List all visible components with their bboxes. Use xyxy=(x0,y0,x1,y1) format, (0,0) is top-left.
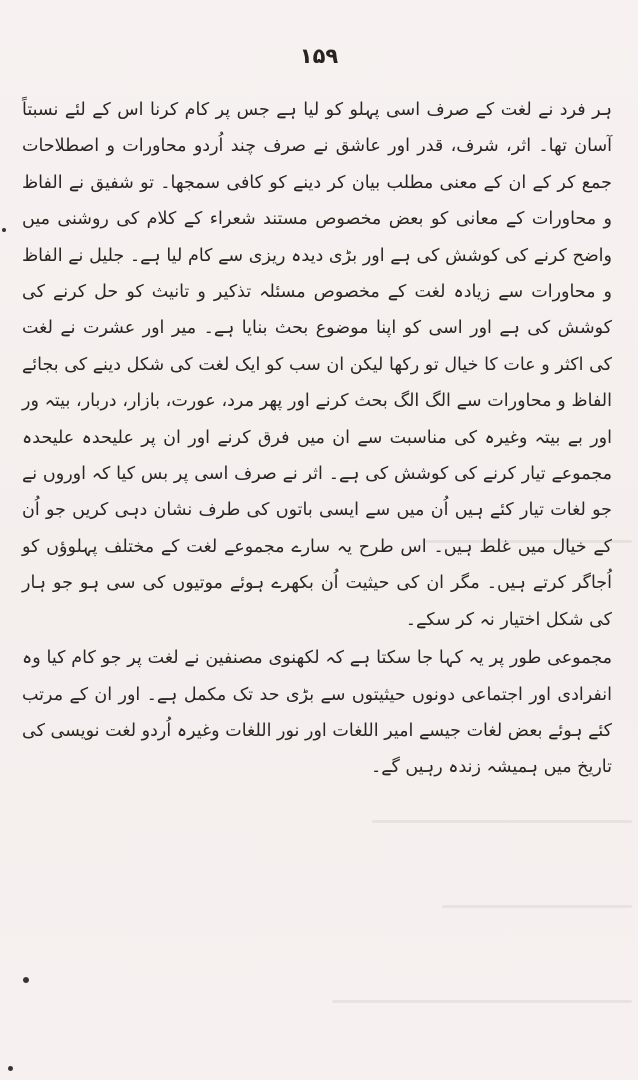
page-number: ۱۵۹ xyxy=(299,44,339,68)
ink-speck xyxy=(2,228,6,232)
bleed-through-mark xyxy=(422,540,632,543)
bleed-through-mark xyxy=(442,905,632,908)
bleed-through-mark xyxy=(372,820,632,823)
bleed-through-mark xyxy=(332,1000,632,1003)
paragraph-1: ہر فرد نے لغت کے صرف اسی پہلو کو لیا ہے جس پر کام کرنا اس کے لئے نسبتاً آسان تھا۔ اثر، شرف، قدر اور عاشق نے صرف چند اُردو محاورات و اصطلاحات جمع کر کے ان کے معنی مطلب بیان کر دینے کو کافی سمجھا۔ تو شفیق نے الفاظ و محاورات کے معانی کو بعض مخصوص مستند شعراء کے کلام کی روشنی میں واضح کرنے کی کوشش کی ہے اور بڑی دیدہ ریزی سے کام لیا ہے۔ جلیل نے الفاظ و محاورات سے زیادہ لغت کے مخصوص مسئلہ تذکیر و تانیث کو حل کرنے کی کوشش کی ہے اور اسی کو اپنا موضوع بحث بنایا ہے۔ میر اور عشرت نے لغت کی اکثر و عات کا خیال تو رکھا لیکن ان سب کو ایک لغت کی شکل دینے کی بجائے الفاظ و محاورات سے الگ الگ بحث کرنے اور پھر مرد، عورت، بازار، دربار، بیتہ ور اور بے بیتہ وغیرہ کی مناسبت سے ان میں فرق کرنے اور ان پر علیحدہ علیحدہ مجموعے تیار کرنے کی کوشش کی ہے۔ اثر نے صرف اسی پر بس کیا کہ اوروں نے جو لغات تیار کئے ہیں اُن میں سے ایسی باتوں کی طرف نشان دہی کریں جو اُن کے خیال میں غلط ہیں۔ اس طرح یہ سارے مجموعے لغت کے مختلف پہلوؤں کو اُجاگر کرتے ہیں۔ مگر ان کی حیثیت اُن بکھرے ہوئے موتیوں کی سی ہو جو ہار کی شکل اختیار نہ کر سکے۔ xyxy=(22,100,612,630)
page-body-text xyxy=(22,92,612,786)
paragraph-2: مجموعی طور پر یہ کہا جا سکتا ہے کہ لکھنوی مصنفین نے لغت پر جو کام کیا وہ انفرادی اور اجتماعی دونوں حیثیتوں سے بڑی حد تک مکمل ہے۔ اور ان کے مرتب کئے ہوئے بعض لغات جیسے امیر اللغات اور نور اللغات وغیرہ اُردو لغت نویسی کی تاریخ میں ہمیشہ زندہ رہیں گے۔ xyxy=(22,648,612,778)
ink-speck xyxy=(8,1066,13,1071)
ink-speck xyxy=(23,977,29,983)
